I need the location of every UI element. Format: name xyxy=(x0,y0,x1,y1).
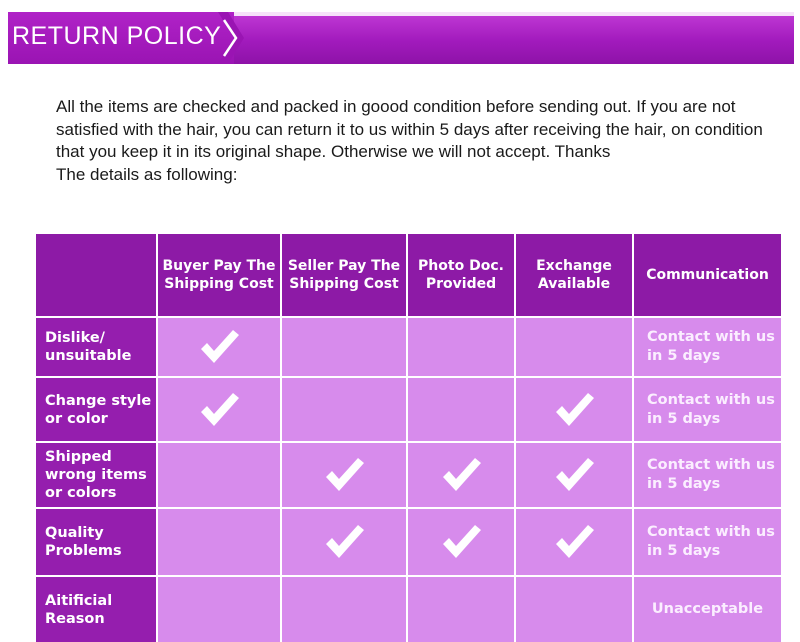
row-header: Change style or color xyxy=(36,378,156,441)
table-cell-seller-pay xyxy=(282,509,406,575)
table-cell-buyer-pay xyxy=(158,509,280,575)
table-cell-photo-doc xyxy=(408,509,514,575)
table-cell-seller-pay xyxy=(282,577,406,642)
column-header-photo-doc: Photo Doc. Provided xyxy=(408,234,514,316)
row-header: Quality Problems xyxy=(36,509,156,575)
table-cell-buyer-pay xyxy=(158,443,280,507)
communication-cell: Contact with us in 5 days xyxy=(634,378,781,441)
page-title: RETURN POLICY xyxy=(12,22,222,50)
check-mark-icon xyxy=(552,455,596,495)
check-mark-icon xyxy=(197,390,241,430)
check-mark-icon xyxy=(439,522,483,562)
check-mark-icon xyxy=(552,522,596,562)
check-mark-icon xyxy=(322,522,366,562)
banner-highlight-line xyxy=(226,12,794,16)
column-header-buyer-pay: Buyer Pay The Shipping Cost xyxy=(158,234,280,316)
table-cell-seller-pay xyxy=(282,443,406,507)
table-cell-exchange xyxy=(516,509,632,575)
chevron-right-icon xyxy=(218,12,246,64)
table-cell-seller-pay xyxy=(282,378,406,441)
communication-cell: Contact with us in 5 days xyxy=(634,318,781,376)
table-cell-exchange xyxy=(516,378,632,441)
table-cell-exchange xyxy=(516,577,632,642)
communication-cell: Contact with us in 5 days xyxy=(634,443,781,507)
intro-text xyxy=(56,96,776,186)
column-header-exchange: Exchange Available xyxy=(516,234,632,316)
column-header-communication: Communication xyxy=(634,234,781,316)
table-cell-photo-doc xyxy=(408,577,514,642)
check-mark-icon xyxy=(197,327,241,367)
table-cell-photo-doc xyxy=(408,378,514,441)
column-header-seller-pay: Seller Pay The Shipping Cost xyxy=(282,234,406,316)
table-cell-seller-pay xyxy=(282,318,406,376)
table-cell-exchange xyxy=(516,318,632,376)
table-cell-photo-doc xyxy=(408,318,514,376)
table-cell-buyer-pay xyxy=(158,318,280,376)
details-line: The details as following: xyxy=(56,164,238,184)
check-mark-icon xyxy=(552,390,596,430)
return-policy-table xyxy=(36,234,775,632)
table-cell-buyer-pay xyxy=(158,577,280,642)
communication-cell: Unacceptable xyxy=(634,577,781,642)
row-header: Shipped wrong items or colors xyxy=(36,443,156,507)
table-corner-cell xyxy=(36,234,156,316)
table-cell-buyer-pay xyxy=(158,378,280,441)
check-mark-icon xyxy=(439,455,483,495)
row-header: Aitificial Reason xyxy=(36,577,156,642)
intro-paragraph: All the items are checked and packed in goood condition before sending out. If you are not satisfied with the hair, you can return it to us within 5 days after receiving the hair, on condition that you keep it in its original shape. Otherwise we will not accept. Thanks xyxy=(56,97,763,161)
check-mark-icon xyxy=(322,455,366,495)
table-cell-photo-doc xyxy=(408,443,514,507)
communication-cell: Contact with us in 5 days xyxy=(634,509,781,575)
row-header: Dislike/ unsuitable xyxy=(36,318,156,376)
return-policy-banner xyxy=(8,12,794,64)
table-cell-exchange xyxy=(516,443,632,507)
